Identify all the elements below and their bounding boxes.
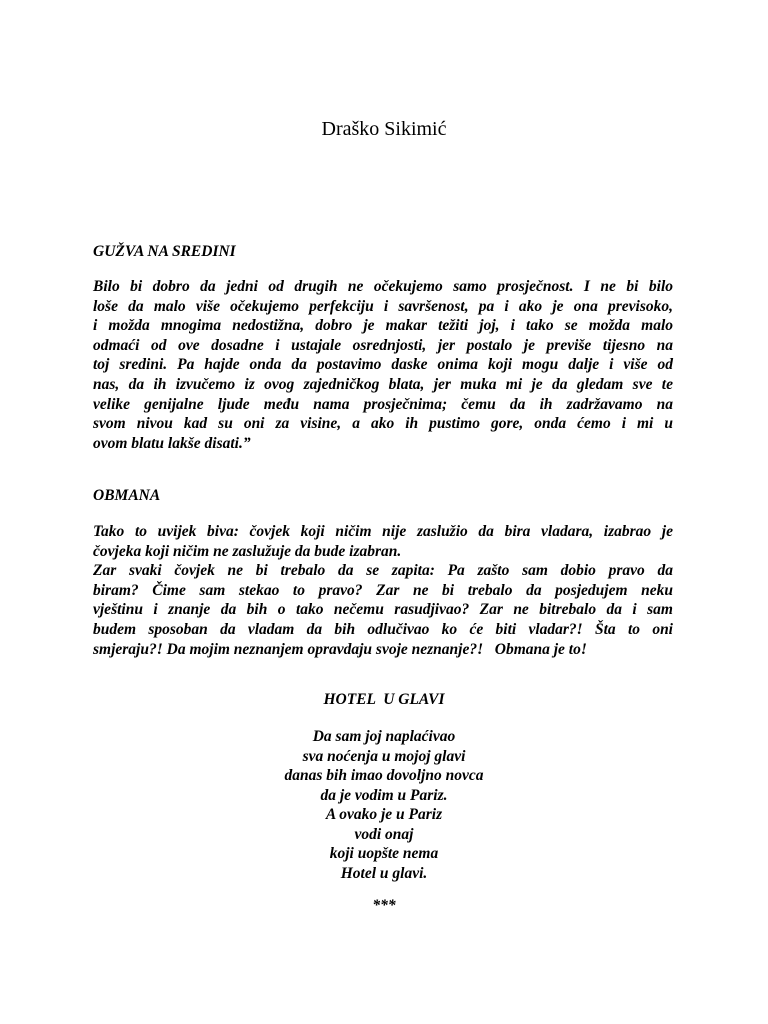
poem-line: danas bih imao dovoljno novca bbox=[284, 767, 484, 784]
section-body-guzva bbox=[93, 277, 673, 453]
text-line: čovjeka koji ničim ne zaslužuje da bude izabran. bbox=[93, 542, 402, 560]
poem-line: da je vodim u Pariz. bbox=[320, 786, 448, 804]
section-title-obmana: OBMANA bbox=[93, 487, 161, 504]
text-line: smjeraju?! Da mojim neznanjem opravdaju svoje neznanje?! Obmana je to! bbox=[93, 640, 587, 658]
text-line: nas, da ih izvučemo iz ovog zajedničkog blata, jer muka mi je da gledam sve te bbox=[93, 375, 673, 393]
author-name: Draško Sikimić bbox=[321, 118, 447, 140]
poem-line: koji uopšte nema bbox=[329, 845, 439, 862]
text-line: biram? Čime sam stekao to pravo? Zar ne bi trebalo da posjedujem neku bbox=[93, 581, 673, 599]
text-line: ovom blatu lakše disati.” bbox=[93, 434, 251, 452]
text-line: Bilo bi dobro da jedni od drugih ne očekujemo samo prosječnost. I ne bi bilo bbox=[93, 278, 673, 295]
text-line: vještinu i znanje da bih o tako nečemu rasudjivao? Zar ne bitrebalo da i sam bbox=[93, 601, 673, 619]
poem-line: vodi onaj bbox=[354, 825, 414, 843]
text-line: svom nivou kad su oni za visine, a ako ih pustimo gore, onda ćemo i mi u bbox=[93, 415, 673, 433]
text-line: toj sredini. Pa hajde onda da postavimo daske onima koji mogu dalje i više od bbox=[93, 356, 673, 374]
text-line: Zar svaki čovjek ne bi trebalo da se zapita: Pa zašto sam dobio pravo da bbox=[93, 562, 673, 580]
poem-line: Hotel u glavi. bbox=[340, 864, 428, 882]
section-title-guzva: GUŽVA NA SREDINI bbox=[93, 243, 236, 260]
poem-line: Da sam joj naplaćivao bbox=[312, 728, 456, 745]
text-line: odmaći od ove dosadne i ustajale osrednjosti, jer postalo je previše tijesno na bbox=[93, 336, 673, 354]
poem-body bbox=[0, 727, 768, 883]
text-line: Tako to uvijek biva: čovjek koji ničim nije zaslužio da bira vladara, izabrao je bbox=[93, 523, 673, 540]
poem-title: HOTEL U GLAVI bbox=[323, 691, 445, 708]
section-body-obmana bbox=[93, 522, 673, 659]
end-mark: *** bbox=[372, 897, 396, 914]
text-line: budem sposoban da vladam da bih odlučivao ko će biti vladar?! Šta to oni bbox=[93, 620, 673, 638]
poem-line: sva noćenja u mojoj glavi bbox=[302, 747, 466, 765]
text-line: loše da malo više očekujemo perfekciju i savršenost, pa i ako je ona previsoko, bbox=[93, 297, 673, 315]
text-line: velike genijalne ljude među nama prosječnima; čemu da ih zadržavamo na bbox=[93, 395, 673, 413]
poem-line: A ovako je u Pariz bbox=[325, 806, 443, 823]
text-line: i možda mnogima nedostižna, dobro je makar težiti joj, i tako se možda malo bbox=[93, 317, 673, 335]
